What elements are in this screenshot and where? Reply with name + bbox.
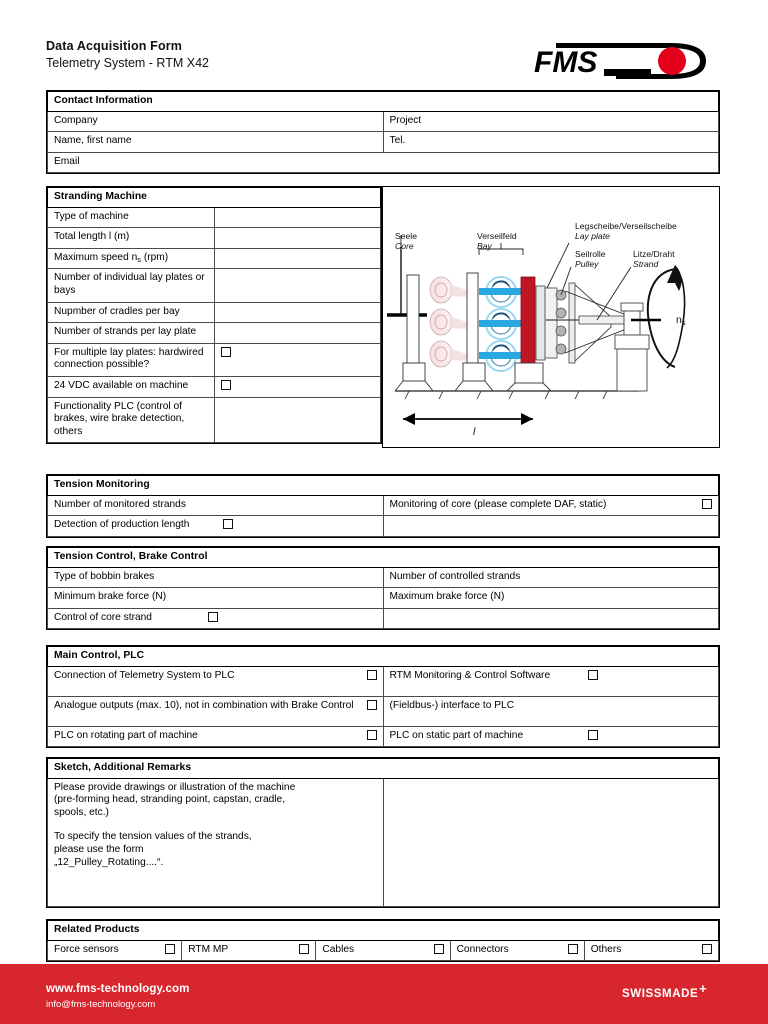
connection-telemetry-label: Connection of Telemetry System to PLC: [54, 669, 235, 681]
field-label-tel[interactable]: Tel.: [383, 132, 719, 153]
swiss-cross-icon: +: [699, 981, 708, 996]
table-row: [48, 608, 719, 629]
section-heading-row: [48, 759, 719, 779]
main-control-plc-table: [47, 646, 719, 747]
table-row: [48, 269, 381, 302]
table-row: [48, 132, 719, 153]
lay-plate-label-en: Lay plate: [575, 231, 610, 241]
main-control-plc-section: [46, 645, 720, 748]
force-sensors-label: Force sensors: [54, 943, 119, 955]
field-label-company[interactable]: Company: [48, 111, 384, 132]
field-monitoring-of-core: [383, 495, 719, 516]
sketch-instructions: [48, 778, 384, 906]
diagram-label-lay-plate: [575, 221, 677, 241]
core-label-de: Seele: [395, 231, 417, 241]
sketch-line-2: (pre-forming head, stranding point, capstan, cradle,: [54, 794, 286, 806]
field-plc-rotating-part: [48, 726, 384, 747]
diagram-label-core: [395, 231, 417, 251]
table-row: [48, 248, 381, 269]
table-row: [48, 376, 381, 397]
field-control-of-core-strand: [48, 608, 384, 629]
field-blank-brake[interactable]: [383, 608, 719, 629]
checkbox-force-sensors[interactable]: [165, 944, 175, 954]
page-header: [0, 0, 768, 88]
fms-logo: [520, 36, 725, 86]
related-item-rtm-mp: [182, 940, 316, 961]
checkbox-analogue-outputs[interactable]: [367, 700, 377, 710]
table-row: [48, 940, 719, 961]
contact-heading: Contact Information: [48, 92, 719, 112]
table-row: [48, 111, 719, 132]
field-analogue-outputs: [48, 696, 384, 726]
checkbox-detection-production-length[interactable]: [223, 519, 233, 529]
table-row: [48, 495, 719, 516]
monitoring-of-core-label: Monitoring of core (please complete DAF, static): [389, 498, 607, 510]
field-label-cradles-per-bay: Nupmber of cradles per bay: [48, 302, 215, 323]
table-row: [48, 516, 719, 537]
field-label-controlled-strands[interactable]: Number of controlled strands: [383, 567, 719, 588]
checkbox-plc-static-part[interactable]: [588, 730, 598, 740]
table-row: [48, 302, 381, 323]
section-heading-row: [48, 476, 719, 496]
rtm-mp-label: RTM MP: [188, 943, 229, 955]
page-footer: [0, 964, 768, 1024]
field-value-hardwired-connection: [214, 343, 381, 376]
sketch-drawing-area[interactable]: [383, 778, 719, 906]
field-fieldbus-interface[interactable]: (Fieldbus-) interface to PLC: [383, 696, 719, 726]
sketch-spacer: [54, 819, 377, 831]
checkbox-monitoring-of-core[interactable]: [702, 499, 712, 509]
title-block: [46, 38, 209, 72]
contact-table: [47, 91, 719, 173]
section-heading-row: [48, 548, 719, 568]
sketch-line-6: „12_Pulley_Rotating....“.: [54, 856, 164, 868]
max-speed-text: Maximum speed n: [54, 251, 138, 263]
table-row: [48, 152, 719, 173]
related-item-connectors: [450, 940, 584, 961]
max-speed-unit: (rpm): [140, 251, 169, 263]
diagram-label-strand: [633, 249, 675, 269]
field-label-maximum-speed: [48, 248, 215, 269]
field-label-total-length: Total length l (m): [48, 228, 215, 249]
analogue-outputs-label: Analogue outputs (max. 10), not in combination with Brake Control: [54, 699, 354, 711]
field-value-cradles-per-bay[interactable]: [214, 302, 381, 323]
checkbox-rtm-monitoring-software[interactable]: [588, 670, 598, 680]
sketch-heading: Sketch, Additional Remarks: [48, 759, 719, 779]
plc-heading: Main Control, PLC: [48, 647, 719, 667]
sketch-table: [47, 758, 719, 907]
related-item-force-sensors: [48, 940, 182, 961]
field-value-maximum-speed[interactable]: [214, 248, 381, 269]
checkbox-connection-telemetry-to-plc[interactable]: [367, 670, 377, 680]
table-row: [48, 567, 719, 588]
related-products-table: [47, 920, 719, 961]
section-heading-row: [48, 647, 719, 667]
field-value-24-vdc: [214, 376, 381, 397]
max-speed-subscript: s: [137, 254, 141, 264]
diagram-label-speed: [676, 315, 686, 326]
checkbox-hardwired-connection[interactable]: [221, 347, 231, 357]
brake-control-table: [47, 547, 719, 629]
cables-label: Cables: [322, 943, 355, 955]
field-label-24-vdc: 24 VDC available on machine: [48, 376, 215, 397]
brake-heading: Tension Control, Brake Control: [48, 548, 719, 568]
table-row: [48, 696, 719, 726]
strand-label-de: Litze/Draht: [633, 249, 675, 259]
strand-label-en: Strand: [633, 259, 659, 269]
field-label-maximum-brake-force[interactable]: Maximum brake force (N): [383, 588, 719, 609]
table-row: [48, 588, 719, 609]
checkbox-control-of-core-strand[interactable]: [208, 612, 218, 622]
rtm-monitoring-software-label: RTM Monitoring & Control Software: [389, 669, 551, 681]
field-connection-telemetry-to-plc: [48, 666, 384, 696]
related-products-section: [46, 919, 720, 962]
swissmade-logo: [622, 981, 708, 1000]
sketch-line-1: Please provide drawings or illustration of the machine: [54, 781, 296, 793]
related-item-others: [584, 940, 718, 961]
connectors-label: Connectors: [456, 943, 509, 955]
field-value-functionality-plc[interactable]: [214, 397, 381, 443]
control-of-core-strand-label: Control of core strand: [54, 611, 152, 623]
page-title: Data Acquisition Form: [46, 39, 183, 53]
pulley-label-de: Seilrolle: [575, 249, 606, 259]
checkbox-plc-rotating-part[interactable]: [367, 730, 377, 740]
table-row: [48, 323, 381, 344]
core-label-en: Core: [395, 241, 414, 251]
field-value-total-length[interactable]: [214, 228, 381, 249]
diagram-label-bay: [477, 231, 517, 251]
lay-plate-label-de: Legscheibe/Verseilscheibe: [575, 221, 677, 231]
tension-monitoring-section: [46, 474, 720, 538]
field-label-minimum-brake-force[interactable]: Minimum brake force (N): [48, 588, 384, 609]
monitoring-heading: Tension Monitoring: [48, 476, 719, 496]
bay-label-de: Verseilfeld: [477, 231, 517, 241]
diagram-label-length: l: [473, 426, 476, 438]
field-rtm-monitoring-software: [383, 666, 719, 696]
sketch-line-5: please use the form: [54, 843, 144, 855]
plc-rotating-part-label: PLC on rotating part of machine: [54, 729, 198, 741]
footer-website[interactable]: www.fms-technology.com: [46, 983, 190, 995]
svg-text:FMS: FMS: [534, 46, 598, 79]
sketch-additional-remarks-section: [46, 757, 720, 908]
field-value-strands-per-lay-plate[interactable]: [214, 323, 381, 344]
stranding-machine-section: [46, 186, 382, 444]
field-label-bobbin-brakes[interactable]: Type of bobbin brakes: [48, 567, 384, 588]
stranding-machine-illustration: [382, 186, 720, 448]
field-label-monitored-strands[interactable]: Number of monitored strands: [48, 495, 384, 516]
related-heading: Related Products: [48, 921, 719, 941]
sketch-line-4: To specify the tension values of the strands,: [54, 831, 252, 843]
table-row: [48, 778, 719, 906]
field-label-lay-plates-or-bays: Number of individual lay plates or bays: [48, 269, 215, 302]
page-subtitle: Telemetry System - RTM X42: [46, 56, 210, 70]
field-detection-production-length: [48, 516, 384, 537]
checkbox-connectors[interactable]: [568, 944, 578, 954]
field-label-strands-per-lay-plate: Number of strands per lay plate: [48, 323, 215, 344]
speed-subscript: s: [681, 318, 686, 327]
table-row: [48, 343, 381, 376]
field-label-type-of-machine: Type of machine: [48, 207, 215, 228]
checkbox-others[interactable]: [702, 944, 712, 954]
table-row: [48, 726, 719, 747]
footer-email[interactable]: info@fms-technology.com: [46, 999, 156, 1010]
detection-production-length-label: Detection of production length: [54, 519, 190, 531]
table-row: [48, 397, 381, 443]
speed-symbol: n: [676, 314, 682, 326]
field-label-project[interactable]: Project: [383, 111, 719, 132]
section-heading-row: [48, 188, 381, 208]
section-heading-row: [48, 92, 719, 112]
diagram-label-pulley: [575, 249, 606, 269]
field-plc-static-part: [383, 726, 719, 747]
field-label-email[interactable]: Email: [48, 152, 719, 173]
table-row: [48, 207, 381, 228]
pulley-label-en: Pulley: [575, 259, 599, 269]
field-blank-monitoring[interactable]: [383, 516, 719, 537]
sketch-line-3: spools, etc.): [54, 806, 109, 818]
others-label: Others: [590, 943, 622, 955]
section-heading-row: [48, 921, 719, 941]
stranding-heading: Stranding Machine: [48, 188, 381, 208]
checkbox-rtm-mp[interactable]: [299, 944, 309, 954]
bay-label-en: Bay: [477, 241, 492, 251]
checkbox-24-vdc[interactable]: [221, 380, 231, 390]
tension-monitoring-table: [47, 475, 719, 537]
field-value-lay-plates-or-bays[interactable]: [214, 269, 381, 302]
checkbox-cables[interactable]: [434, 944, 444, 954]
plc-static-part-label: PLC on static part of machine: [389, 729, 524, 741]
related-item-cables: [316, 940, 450, 961]
field-value-type-of-machine[interactable]: [214, 207, 381, 228]
diagram-canvas: [383, 187, 719, 447]
field-label-hardwired-connection: For multiple lay plates: hardwired connection possible?: [48, 343, 215, 376]
table-row: [48, 666, 719, 696]
field-label-name[interactable]: Name, first name: [48, 132, 384, 153]
table-row: [48, 228, 381, 249]
field-label-functionality-plc: Functionality PLC (control of brakes, wire brake detection, others: [48, 397, 215, 443]
contact-information-section: [46, 90, 720, 174]
swissmade-text: SWISSMADE: [622, 988, 699, 1000]
tension-control-brake-control-section: [46, 546, 720, 630]
stranding-machine-table: [47, 187, 381, 443]
